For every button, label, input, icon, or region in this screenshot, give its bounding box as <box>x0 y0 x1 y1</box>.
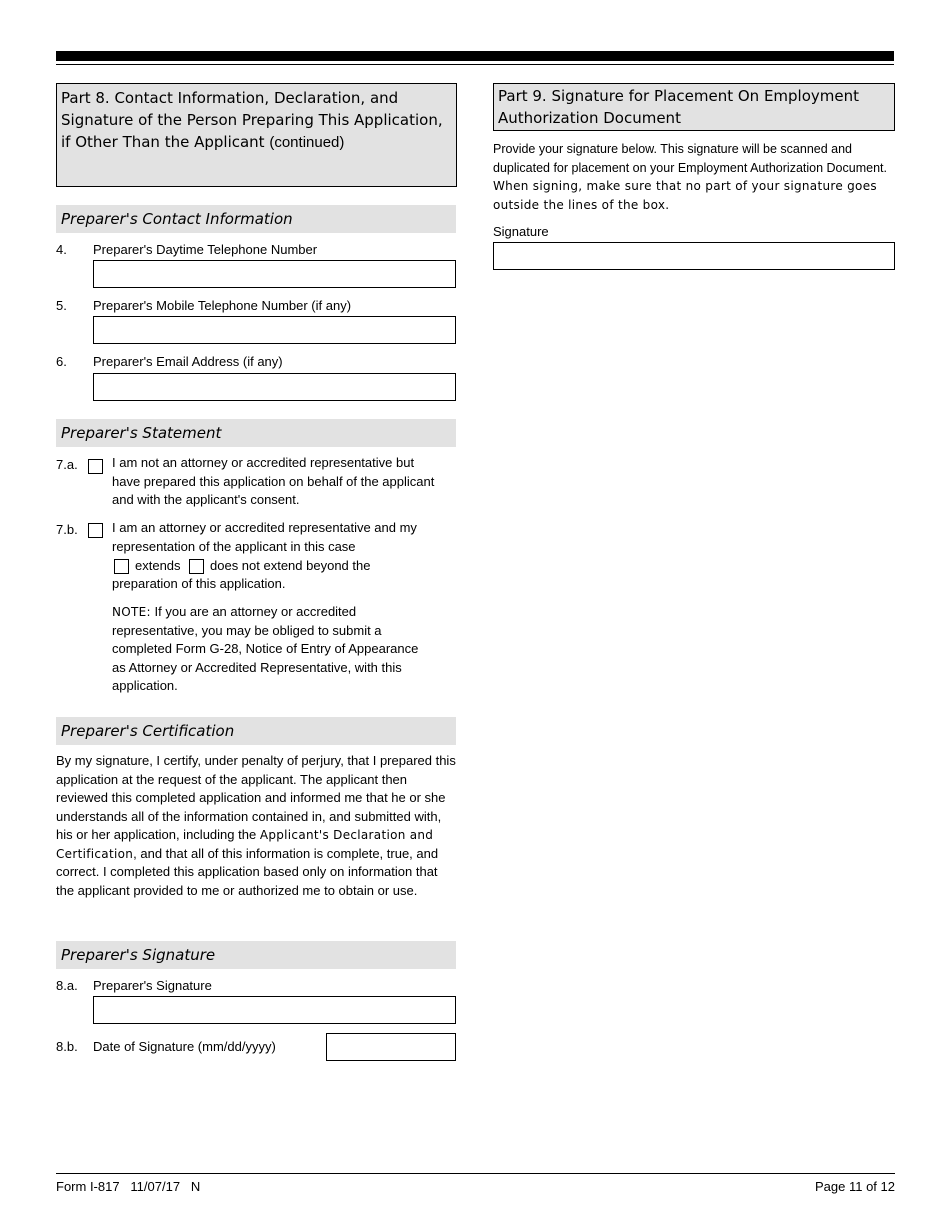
q8a-label: Preparer's Signature <box>93 978 212 993</box>
signature-section-heading: Preparer's Signature <box>56 941 456 969</box>
page-number: Page 11 of 12 <box>815 1179 895 1194</box>
part8-continued: (continued) <box>269 134 345 151</box>
q7a-checkbox[interactable] <box>88 459 103 474</box>
extends-label: extends <box>135 558 181 573</box>
email-field[interactable] <box>93 373 456 401</box>
certification-section-heading: Preparer's Certification <box>56 717 456 745</box>
part9-signature-label: Signature <box>493 224 549 239</box>
top-rule-thin <box>56 64 894 65</box>
certification-text-a: By my signature, I certify, under penalty of perjury, that I prepared this application at the request of the applicant. The applicant then reviewed this completed application and informed me that he or she understands all of the information contained in, and submitted with, his or her application, including the <box>56 753 456 842</box>
q7b-checkbox[interactable] <box>88 523 103 538</box>
q6-number: 6. <box>56 354 67 369</box>
q7a-text: I am not an attorney or accredited representative but have prepared this application on behalf of the applicant and with the applicant's consent. <box>112 455 435 507</box>
daytime-phone-field[interactable] <box>93 260 456 288</box>
certification-reference: Applicant's Declaration and Certification <box>56 828 434 861</box>
q6-label: Preparer's Email Address (if any) <box>93 354 283 369</box>
q4-number: 4. <box>56 242 67 257</box>
ead-signature-field[interactable] <box>493 242 895 270</box>
part9-intro: Provide your signature below. This signature will be scanned and duplicated for placement on your Employment Authorization Document. <box>493 142 887 175</box>
extends-checkbox[interactable] <box>114 559 129 574</box>
q5-number: 5. <box>56 298 67 313</box>
form-identifier: Form I-817 11/07/17 N <box>56 1179 201 1194</box>
not-extends-label: does not extend beyond the <box>210 558 371 573</box>
certification-text <box>56 752 456 900</box>
part8-header <box>56 83 457 187</box>
q8b-number: 8.b. <box>56 1039 78 1054</box>
q7a-number: 7.a. <box>56 457 78 472</box>
part8-title: Part 8. Contact Information, Declaration, and Signature of the Person Preparing This Application, if Other Than the Applicant <box>61 89 443 151</box>
contact-section-heading: Preparer's Contact Information <box>56 205 456 233</box>
note-label: NOTE: <box>112 605 151 619</box>
certification-text-b: , and that all of this information is complete, true, and correct. I completed this application based only on information that the applicant provided to me or authorized me to obtain or use. <box>56 845 439 898</box>
top-rule-thick <box>56 51 894 61</box>
part9-header: Part 9. Signature for Placement On Employment Authorization Document <box>493 83 895 131</box>
q5-label: Preparer's Mobile Telephone Number (if any) <box>93 298 352 313</box>
mobile-phone-field[interactable] <box>93 316 456 344</box>
q8b-label: Date of Signature (mm/dd/yyyy) <box>93 1039 276 1054</box>
preparer-signature-field[interactable] <box>93 996 456 1024</box>
note-block <box>112 603 422 696</box>
signature-date-field[interactable] <box>326 1033 456 1061</box>
q4-label: Preparer's Daytime Telephone Number <box>93 242 318 257</box>
note-text: If you are an attorney or accredited representative, you may be obliged to submit a completed Form G-28, Notice of Entry of Appearance as Attorney or Accredited Representative, with this application. <box>112 604 419 693</box>
q7b-tail: preparation of this application. <box>112 576 286 591</box>
not-extends-checkbox[interactable] <box>189 559 204 574</box>
footer-rule <box>56 1173 895 1174</box>
part9-instructions <box>493 140 901 214</box>
statement-section-heading: Preparer's Statement <box>56 419 456 447</box>
q7b-number: 7.b. <box>56 522 78 537</box>
q7b-text: I am an attorney or accredited representative and my representation of the applicant in this case <box>112 520 417 554</box>
part9-warning: When signing, make sure that no part of your signature goes outside the lines of the box. <box>493 179 877 212</box>
q8a-number: 8.a. <box>56 978 78 993</box>
